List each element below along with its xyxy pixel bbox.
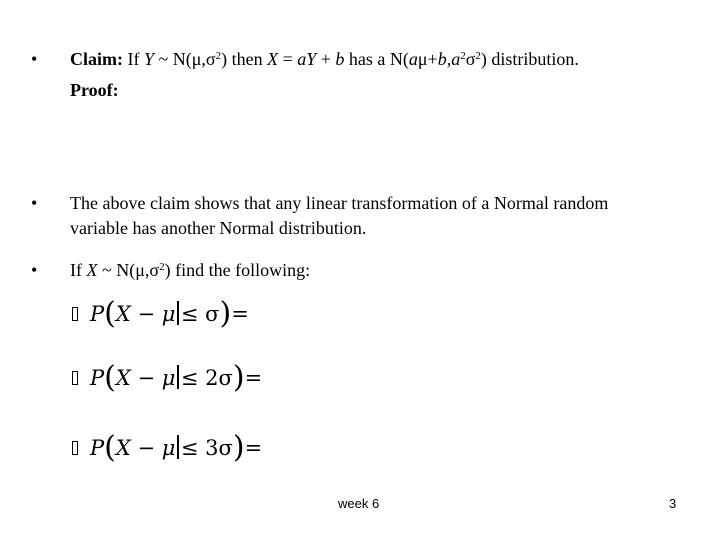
formula-body: X − μ [115,436,176,460]
missing-glyph-icon [72,371,78,385]
formula-3 [90,430,263,465]
remark-line-2: variable has another Normal distribution. [70,218,367,238]
formula-p: P [90,366,105,390]
formula-bound: ≤ 2σ [180,366,233,390]
remark-line-1: The above claim shows that any linear transformation of a Normal random [70,193,609,213]
claim-text [70,48,579,71]
formula-body: X − μ [115,366,176,390]
missing-glyph-icon [72,307,78,321]
claim-var-b2: b [437,49,447,69]
exercise-text-1: If [70,260,87,280]
claim-var-b: b [335,49,345,69]
footer-week: week 6 [338,496,380,511]
claim-exp-1: 2 [215,50,222,62]
formula-2 [90,360,263,395]
formula-equals: = [231,302,249,326]
claim-var-a: a [297,49,307,69]
exercise-text-2: ~ N(μ,σ [97,260,160,280]
claim-exp-3: 2 [475,50,481,62]
claim-text-7: μ+ [417,49,438,69]
claim-text-4: = [278,49,298,69]
open-paren-icon: ( [104,360,116,395]
claim-exp-2: 2 [460,50,466,62]
bullet-exercise: • [31,260,38,280]
claim-text-5: + [316,49,336,69]
bullet-remark: • [31,193,38,213]
close-paren-icon: ) [219,296,232,331]
claim-text-2: ~ N(μ,σ [154,49,216,69]
proof-label: Proof: [70,80,119,100]
page-number: 3 [669,496,677,511]
claim-text-1: If [123,49,144,69]
formula-body: X − μ [115,302,176,326]
exercise-exp: 2 [159,261,165,273]
open-paren-icon: ( [104,296,116,331]
claim-text-10: ) distribution. [480,49,579,69]
abs-bar-icon [177,365,179,389]
close-paren-icon: ) [232,430,245,465]
claim-var-a3: a [451,49,461,69]
claim-var-y: Y [144,49,155,69]
formula-p: P [90,302,105,326]
open-paren-icon: ( [104,430,116,465]
claim-label: Claim: [70,49,123,69]
formula-equals: = [244,436,263,460]
abs-bar-icon [177,301,179,325]
bullet-claim: • [31,49,38,69]
claim-text-6: has a N( [344,49,409,69]
claim-var-a2: a [408,49,418,69]
formula-bound: ≤ 3σ [180,436,233,460]
formula-equals: = [244,366,263,390]
missing-glyph-icon [72,441,78,455]
claim-text-9: σ [465,49,476,69]
formula-p: P [90,436,105,460]
exercise-text [70,259,310,282]
exercise-text-3: ) find the following: [164,260,311,280]
claim-text-3: ) then [221,49,268,69]
claim-var-y2: Y [306,49,317,69]
abs-bar-icon [177,435,179,459]
claim-text-8: , [446,49,452,69]
formula-1 [90,296,249,331]
exercise-var-x: X [86,260,98,280]
claim-var-x: X [267,49,279,69]
formula-bound: ≤ σ [180,302,220,326]
close-paren-icon: ) [232,360,245,395]
